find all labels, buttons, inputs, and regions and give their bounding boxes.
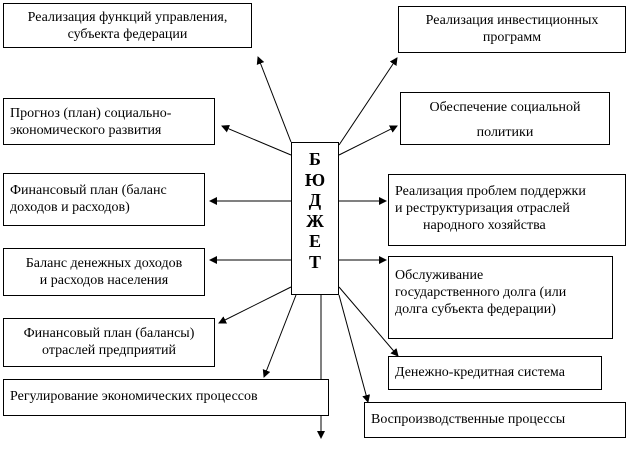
budget-letter: Е — [308, 231, 321, 251]
box-text-line: Финансовый план (баланс — [10, 183, 167, 198]
box-text-line: Реализация проблем поддержки — [395, 184, 586, 199]
budget-letter: Ж — [306, 210, 324, 231]
box-text-line: экономического развития — [10, 123, 162, 138]
arrow-to-reproduction-processes — [339, 295, 368, 402]
box-text-line: Прогноз (план) социально- — [10, 106, 172, 121]
box-debt-service — [388, 256, 613, 339]
box-industry-support — [388, 174, 626, 246]
box-text-line: Обеспечение социальной — [429, 100, 581, 115]
box-management-functions — [3, 3, 252, 48]
arrow-to-management-functions — [258, 57, 291, 142]
box-text-line: Регулирование экономических процессов — [10, 389, 258, 404]
box-text-line: государственного долга (или — [395, 285, 567, 300]
box-text-line: субъекта федерации — [67, 27, 188, 42]
box-text-line: и расходов населения — [39, 273, 169, 288]
arrow-to-socio-economic-forecast — [222, 126, 291, 155]
box-text-line: политики — [476, 125, 534, 140]
box-text-line: Денежно-кредитная система — [395, 365, 565, 380]
box-text-line: отраслей предприятий — [42, 343, 176, 358]
box-text-line: Финансовый план (балансы) — [23, 326, 195, 341]
box-text-line: и реструктуризация отраслей — [395, 201, 570, 216]
box-enterprise-financial-plans — [3, 318, 215, 367]
box-text-line: Реализация функций управления, — [27, 10, 228, 25]
box-social-policy — [400, 92, 610, 145]
box-text-line: Реализация инвестиционных — [425, 13, 599, 28]
box-text-line: Баланс денежных доходов — [25, 256, 183, 271]
arrow-to-enterprise-plans — [219, 287, 291, 323]
box-text-line: долга субъекта федерации) — [395, 302, 556, 317]
budget-letter: Б — [309, 149, 321, 169]
box-investment-programs — [398, 6, 626, 53]
budget-letter: Т — [308, 251, 321, 272]
box-population-income-balance — [3, 248, 205, 296]
box-text-line: народного хозяйства — [423, 218, 546, 233]
budget-letter: Д — [308, 190, 322, 210]
box-financial-plan — [3, 173, 205, 226]
box-economic-regulation — [3, 379, 329, 416]
budget-core-box — [291, 142, 339, 295]
arrow-to-economic-regulation — [264, 295, 296, 377]
box-monetary-system — [388, 356, 602, 390]
box-reproduction-processes — [364, 402, 626, 438]
box-socio-economic-forecast — [3, 98, 215, 145]
box-text-line: Воспроизводственные процессы — [371, 412, 566, 427]
box-text-line: доходов и расходов) — [10, 200, 130, 215]
box-text-line: Обслуживание — [395, 268, 484, 283]
budget-letter: Ю — [304, 169, 326, 190]
arrow-to-investment-programs — [339, 58, 397, 145]
arrow-to-social-policy — [339, 126, 397, 155]
box-text-line: программ — [482, 30, 542, 45]
